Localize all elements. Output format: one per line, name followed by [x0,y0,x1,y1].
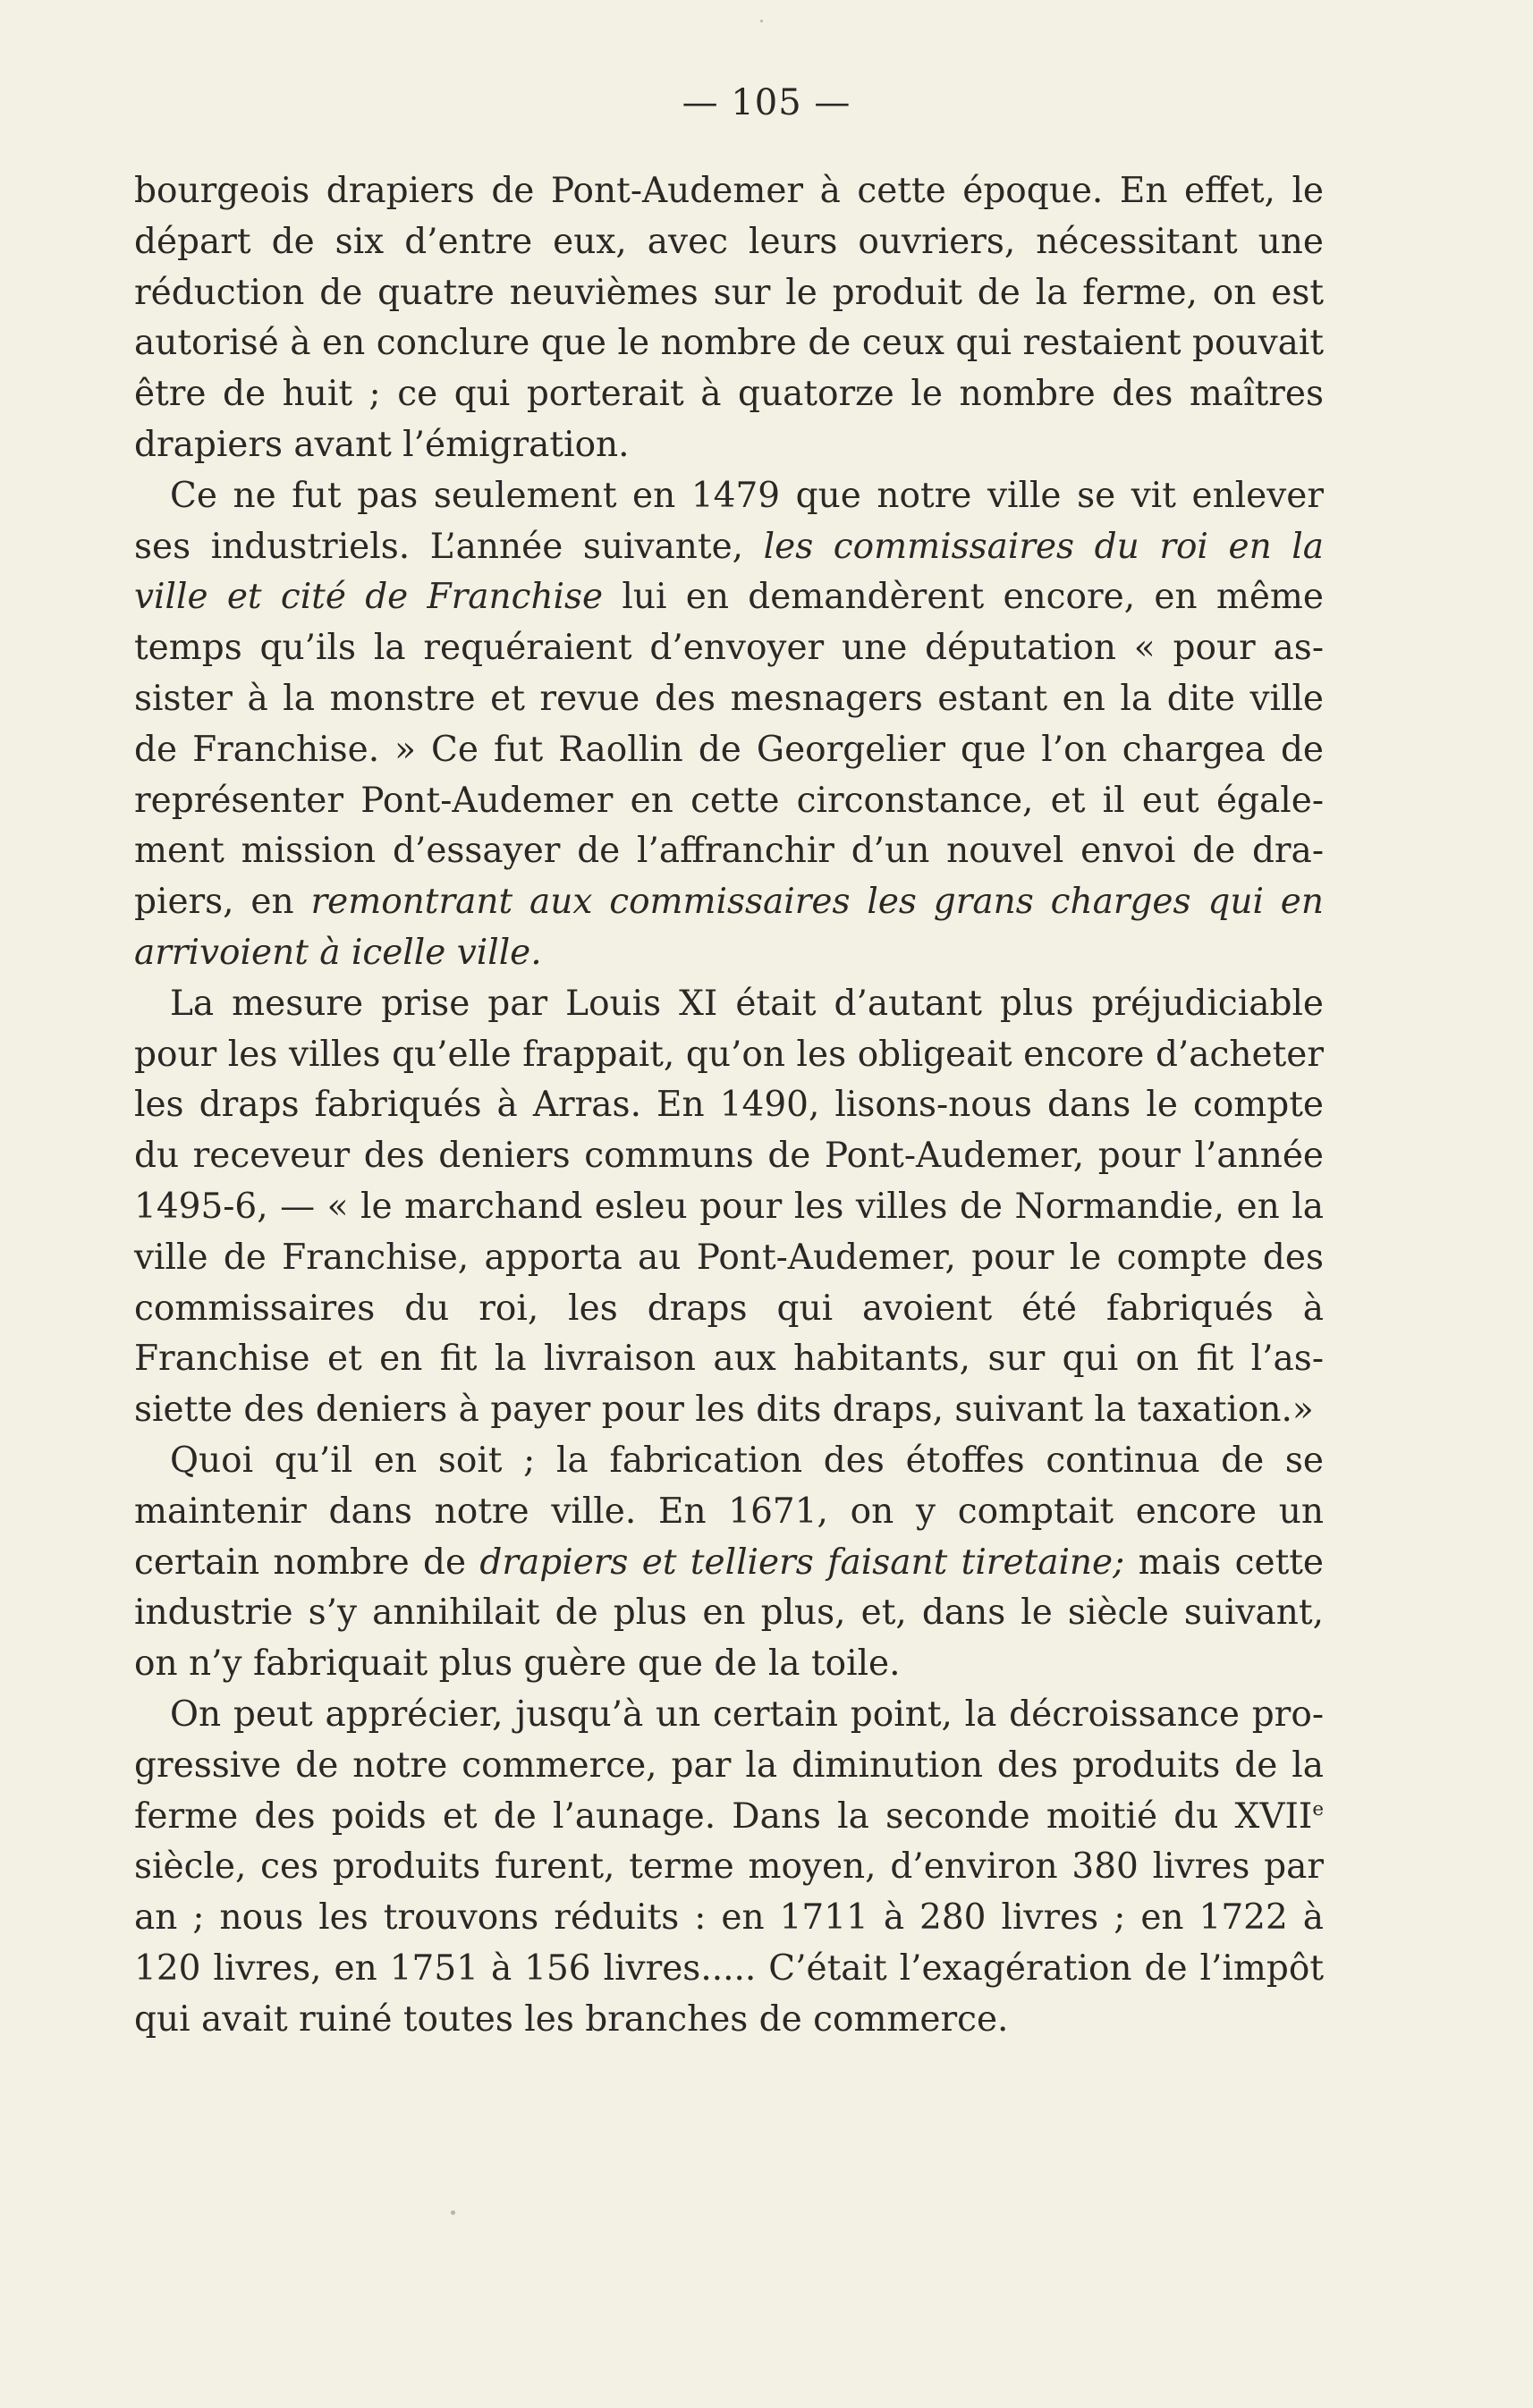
italic-run: drapiers et telliers faisant tiretaine; [479,1542,1125,1583]
text-run: siècle, ces produits furent, terme moyen, d’environ 380 livres par an ; nous les trouvons réduits : en 1711 à 280 livres ; en 1722 à 120 livres, en 1751 à 156 livres..... C’était l’exagération de l’impôt qui avait ruiné toutes les branches de commerce. [134,1846,1324,2040]
body-text [134,166,1324,2045]
paragraph-2 [134,471,1324,979]
italic-run: remontrant aux commissaires les grans charges qui en arrivoient à icelle ville. [134,882,1324,973]
paragraph-5 [134,1690,1324,2046]
italic-run: les commissaires du roi en la ville et cité de Franchise [134,526,1325,618]
text-run: mais cette industrie s’y annihilait de plus en plus, et, dans le siècle suivant, on n’y fabriquait plus guère que de la toile. [134,1542,1324,1685]
text-run: Ce ne fut pas seulement en 1479 que notre ville se vit enlever ses industriels. L’année suivante, [134,475,1324,567]
superscript: e [1312,1797,1324,1821]
paragraph-1 [134,166,1324,471]
text-run: On peut apprécier, jusqu’à un certain point, la décroissance progressive de notre commerce, par la diminution des produits de la ferme des poids et de l’aunage. Dans la seconde moitié du XVII [134,1694,1324,1837]
text-run: Quoi qu’il en soit ; la fabrication des étoffes continua de se maintenir dans notre ville. En 1671, on y comptait encore un certain nombre de [134,1440,1324,1583]
paragraph-3 [134,979,1324,1436]
text-run: bourgeois drapiers de Pont-Audemer à cette époque. En effet, le départ de six d’entre eux, avec leurs ouvriers, nécessitant une réduction de quatre neuvièmes sur le produit de la ferme, on est autorisé à en conclure que le nombre de ceux qui restaient pouvait être de huit ; ce qui porterait à quatorze le nombre des maîtres drapiers avant l’émigration. [134,171,1324,465]
paper-speck [760,20,763,22]
text-run: La mesure prise par Louis XI était d’autant plus préjudiciable pour les villes qu’elle frappait, qu’on les obligeait encore d’acheter les draps fabriqués à Arras. En 1490, lisons-nous dans le compte du receveur des deniers communs de Pont-Audemer, pour l’année 1495-6, — « le marchand esleu pour les villes de Normandie, en la ville de Franchise, apporta au Pont-Audemer, pour le compte des commissaires du roi, les draps qui avoient été fabriqués à Franchise et en fit la livraison aux habitants, sur qui on fit l’assiette des deniers à payer pour les dits draps, suivant la taxation.» [134,983,1324,1431]
text-run: lui en demandèrent encore, en même temps qu’ils la requéraient d’envoyer une députation « pour assister à la monstre et revue des mesnagers estant en la dite ville de Franchise. » Ce fut Raollin de Georgelier que l’on chargea de représenter Pont-Audemer en cette circonstance, et il eut également mission d’essayer de l’affranchir d’un nouvel envoi de drapiers, en [134,577,1324,923]
paper-speck [451,2210,455,2215]
paragraph-4 [134,1436,1324,1690]
page-number: — 105 — [682,82,851,123]
